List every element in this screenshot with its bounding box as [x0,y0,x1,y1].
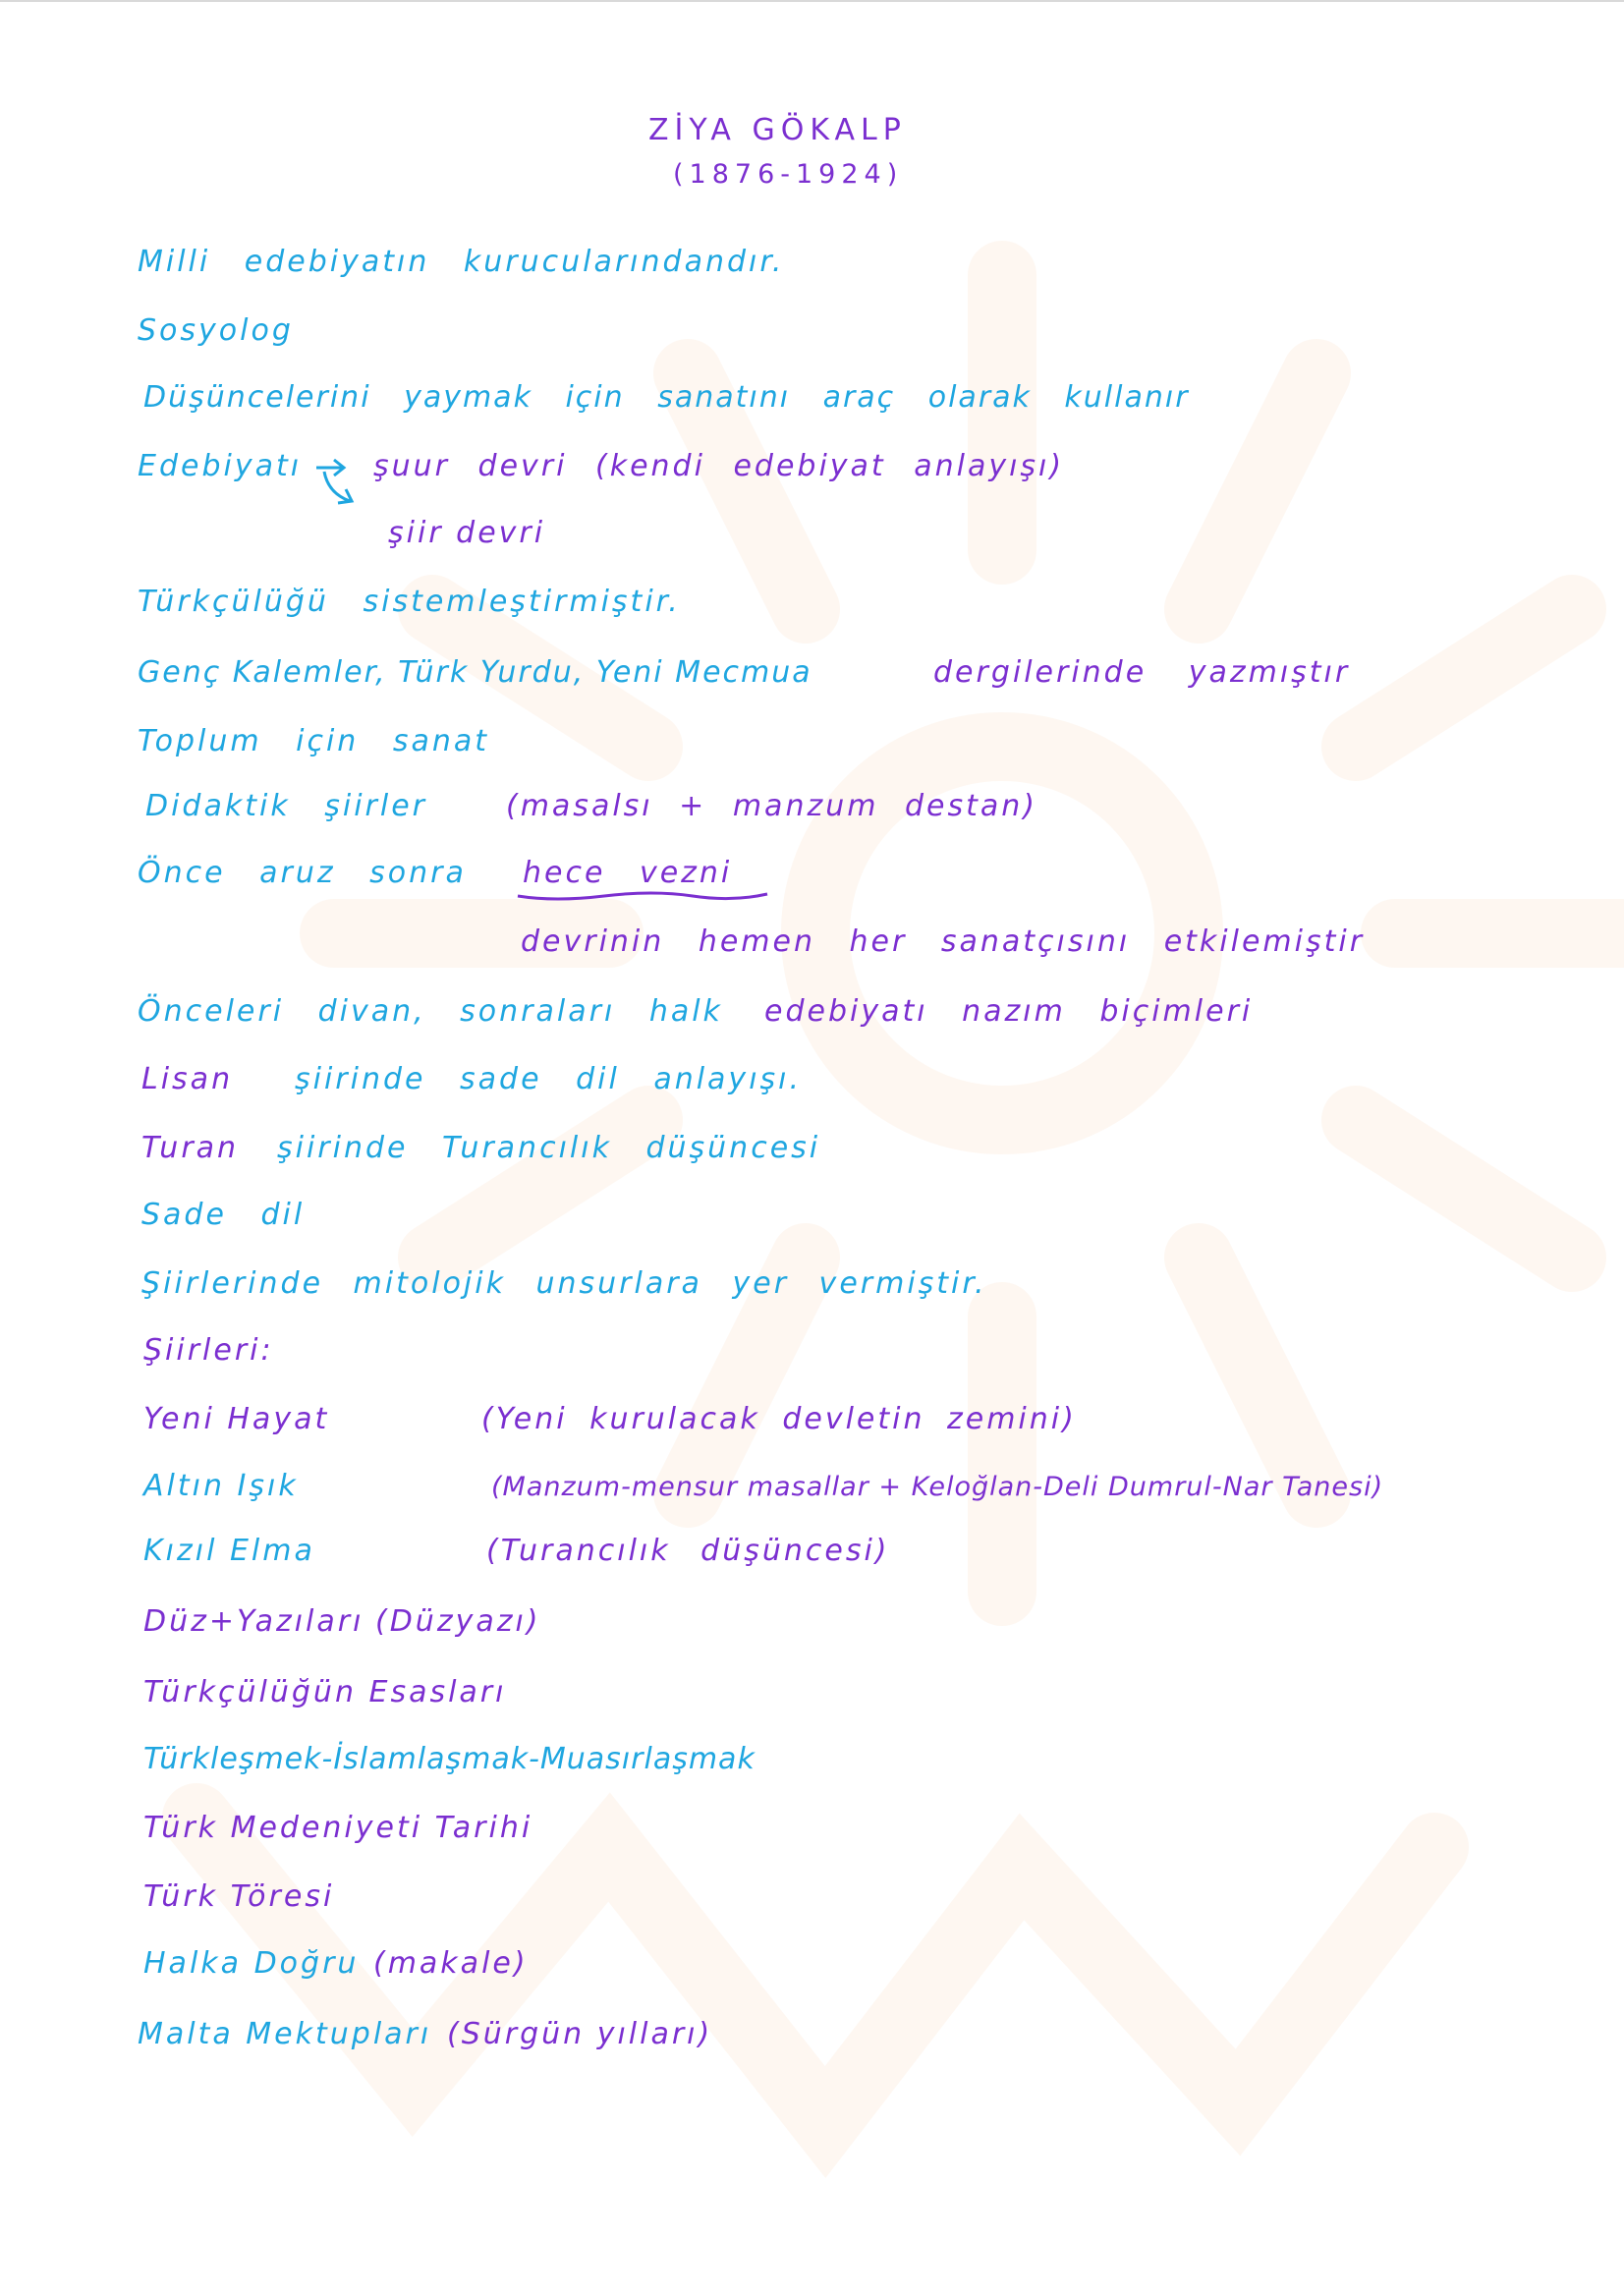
work-title: Türk Medeniyeti Tarihi [143,1811,533,1845]
work-note: (Turancılık düşüncesi) [486,1534,890,1568]
work-title: Malta Mektupları [138,2017,432,2051]
note-line: dergilerinde yazmıştır [933,655,1351,690]
note-line: devrinin hemen her sanatçısını etkilemiştir [521,924,1366,959]
note-line: Genç Kalemler, Türk Yurdu, Yeni Mecmua [138,655,812,690]
note-line: şuur devri (kendi edebiyat anlayışı) [373,449,1065,483]
page-title: ZİYA GÖKALP [648,113,907,147]
note-line: Düşüncelerini yaymak için sanatını araç olarak kullanır [143,380,1190,415]
work-title: Yeni Hayat [143,1402,330,1436]
work-note: (Manzum-mensur masallar + Keloğlan-Deli Dumrul-Nar Tanesi) [491,1472,1384,1502]
note-line: Toplum için sanat [138,724,490,758]
work-title: Türkleşmek-İslamlaşmak-Muasırlaşmak [143,1742,756,1776]
note-line: Önce aruz sonra [138,856,467,890]
work-title: Kızıl Elma [143,1534,315,1568]
note-line: şiirinde sade dil anlayışı. [295,1062,803,1096]
work-title: Altın Işık [143,1469,299,1503]
note-line: şiirinde Turancılık düşüncesi [277,1131,821,1165]
branch-arrow-icon [314,454,373,513]
note-line: Turan [141,1131,240,1165]
top-border [0,0,1624,2]
note-line: Şiirlerinde mitolojik unsurlara yer vermiştir. [141,1266,987,1301]
note-line: Didaktik şiirler [145,789,428,823]
work-note: (Sürgün yılları) [447,2017,713,2051]
work-title: Türk Töresi [143,1879,335,1914]
work-note: (makale) [373,1946,529,1981]
note-line: edebiyatı nazım biçimleri [764,994,1254,1029]
note-line: Sade dil [141,1198,306,1232]
note-line: Milli edebiyatın kurucularındandır. [138,245,785,279]
underline-mark [516,890,771,904]
note-line: Edebiyatı [138,449,303,483]
note-line: Türkçülüğü sistemleştirmiştir. [138,585,681,619]
work-note: (Düzyazı) [375,1604,541,1639]
note-line: Önceleri divan, sonraları halk [138,994,723,1029]
work-note: (Yeni kurulacak devletin zemini) [481,1402,1077,1436]
note-line: Sosyolog [138,313,294,348]
lifespan: (1876-1924) [673,159,904,190]
work-title: Türkçülüğün Esasları [143,1675,507,1709]
note-line: Lisan [141,1062,234,1096]
note-line: hece vezni [523,856,733,890]
note-line: şiir devri [388,516,546,550]
section-heading: Şiirleri: [143,1333,274,1368]
note-line: (masalsı + manzum destan) [506,789,1037,823]
work-title: Düz+Yazıları [143,1604,364,1639]
work-title: Halka Doğru [143,1946,360,1981]
